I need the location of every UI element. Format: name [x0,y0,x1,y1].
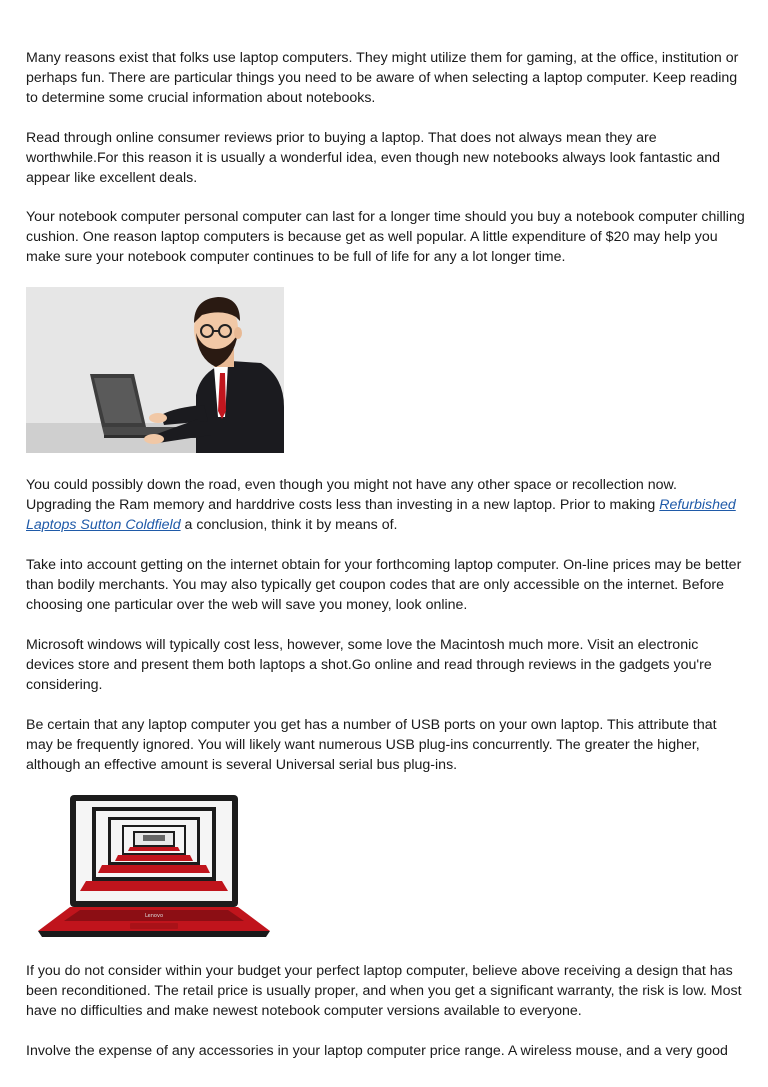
paragraph-4 [26,476,746,535]
businessman-at-laptop-icon [26,287,284,453]
laptop-brand-text: Lenovo [144,913,164,919]
paragraph-3: Your notebook computer personal computer can last for a longer time should you buy a notebook computer chilling cushion. One reason laptop computers is because get as well popular. A little expenditure of $20 may help you make sure your notebook computer continues to be full of life for any a lot longer time. [26,209,745,265]
paragraph-2: Read through online consumer reviews prior to buying a laptop. That does not always mean they are worthwhile.For this reason it is usually a wonderful idea, even though new notebooks always look fantastic and appear like excellent deals. [26,130,721,186]
paragraph-8: If you do not consider within your budget your perfect laptop computer, believe above receiving a design that has been reconditioned. The retail price is usually proper, and when you get a significant warranty, the risk is low. Most have no difficulties and make newest notebook computer versions available to everyone. [26,963,742,1019]
red-laptop-image [30,793,276,941]
paragraph-4-text-after: a conclusion, think it by means of. [180,516,398,533]
paragraph-5: Take into account getting on the internet obtain for your forthcoming laptop computer. On-line prices may be better than bodily merchants. You may also typically get coupon codes that are only accessible on the internet. Before choosing one particular over the web will save you money, look online. [26,557,742,613]
red-laptop-icon [30,793,276,941]
paragraph-6: Microsoft windows will typically cost less, however, some love the Macintosh much more. Visit an electronic devices store and present them both laptops a shot.Go online and read through reviews in the gadgets you're considering. [26,637,712,693]
paragraph-4-text-before: You could possibly down the road, even though you might not have any other space or recollection now. Upgrading the Ram memory and harddrive costs less than investing in a new laptop. Prior to making [26,477,677,513]
paragraph-1: Many reasons exist that folks use laptop computers. They might utilize them for gaming, at the office, institution or perhaps fun. There are particular things you need to be aware of when selecting a laptop computer. Keep reading to determine some crucial information about notebooks. [26,50,739,106]
businessman-laptop-image [26,287,284,453]
paragraph-9: Involve the expense of any accessories in your laptop computer price range. A wireless mouse, and a very good [26,1043,728,1059]
paragraph-7: Be certain that any laptop computer you get has a number of USB ports on your own laptop. This attribute that may be frequently ignored. You will likely want numerous USB plug-ins concurrently. The greater the higher, although an effective amount is several Universal serial bus plug-ins. [26,717,717,773]
refurbished-laptops-link[interactable]: Refurbished Laptops Sutton Coldfield [26,496,736,533]
